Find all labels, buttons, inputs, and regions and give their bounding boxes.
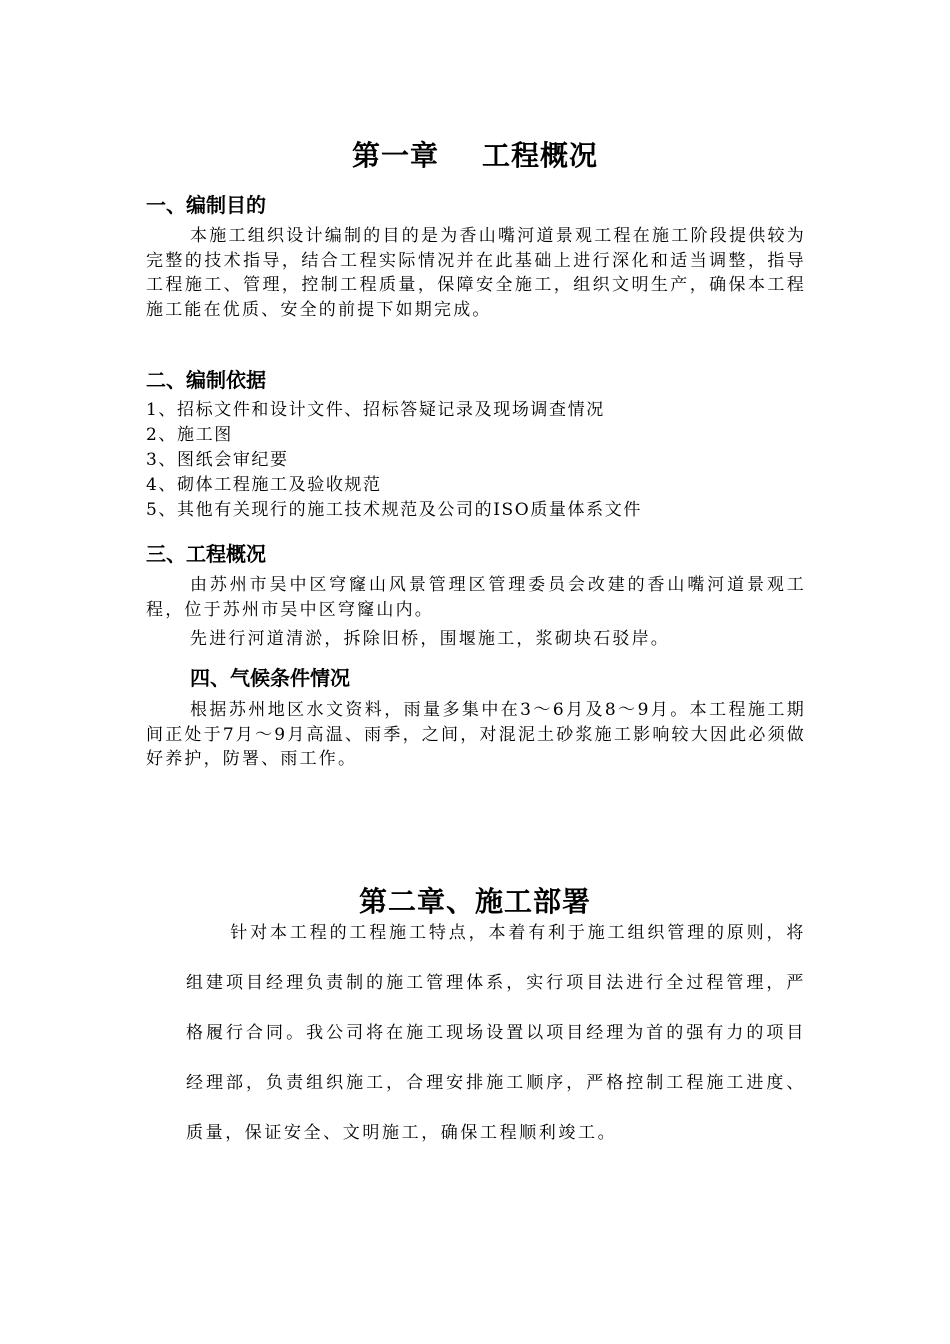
basis-list — [146, 398, 806, 523]
list-item: 3、图纸会审纪要 — [146, 450, 289, 470]
list-item: 2、施工图 — [146, 425, 233, 445]
section-1-body: 本施工组织设计编制的目的是为香山嘴河道景观工程在施工阶段提供较为完整的技术指导，结合工程实际情况并在此基础上进行深化和适当调整，指导工程施工、管理，控制工程质量，保障安全施工，组织文明生产，确保本工程施工能在优质、安全的前提下如期完成。 — [146, 226, 806, 320]
chapter-2-title: 第二章、施工部署 — [358, 885, 591, 918]
chapter-1-title: 第一章 工程概况 — [352, 139, 598, 172]
list-item: 5、其他有关现行的施工技术规范及公司的ISO质量体系文件 — [146, 500, 642, 520]
section-4-body: 根据苏州地区水文资料，雨量多集中在3～6月及8～9月。本工程施工期间正处于7月～9月高温、雨季，之间，对混泥土砂浆施工影响较大因此必须做好养护，防署、雨工作。 — [146, 700, 806, 769]
chapter-2-body — [186, 908, 806, 1158]
list-item: 1、招标文件和设计文件、招标答疑记录及现场调查情况 — [146, 400, 605, 420]
section-3-body-2: 先进行河道清淤，拆除旧桥，围堰施工，浆砌块石驳岸。 — [190, 629, 670, 649]
section-3-body: 由苏州市吴中区穹窿山风景管理区管理委员会改建的香山嘴河道景观工程，位于苏州市吴中区穹窿山内。 — [146, 575, 806, 620]
list-item: 4、砌体工程施工及验收规范 — [146, 475, 382, 495]
section-4-heading: 四、气候条件情况 — [190, 666, 350, 690]
section-3-heading: 三、工程概况 — [146, 542, 266, 566]
section-1-heading: 一、编制目的 — [146, 193, 266, 217]
chapter-2-body-text: 针对本工程的工程施工特点，本着有利于施工组织管理的原则，将组建项目经理负责制的施工管理体系，实行项目法进行全过程管理，严格履行合同。我公司将在施工现场设置以项目经理为首的强有力的项目经理部，负责组织施工，合理安排施工顺序，严格控制工程施工进度、质量，保证安全、文明施工，确保工程顺利竣工。 — [186, 923, 806, 1143]
section-2-heading: 二、编制依据 — [146, 368, 266, 392]
